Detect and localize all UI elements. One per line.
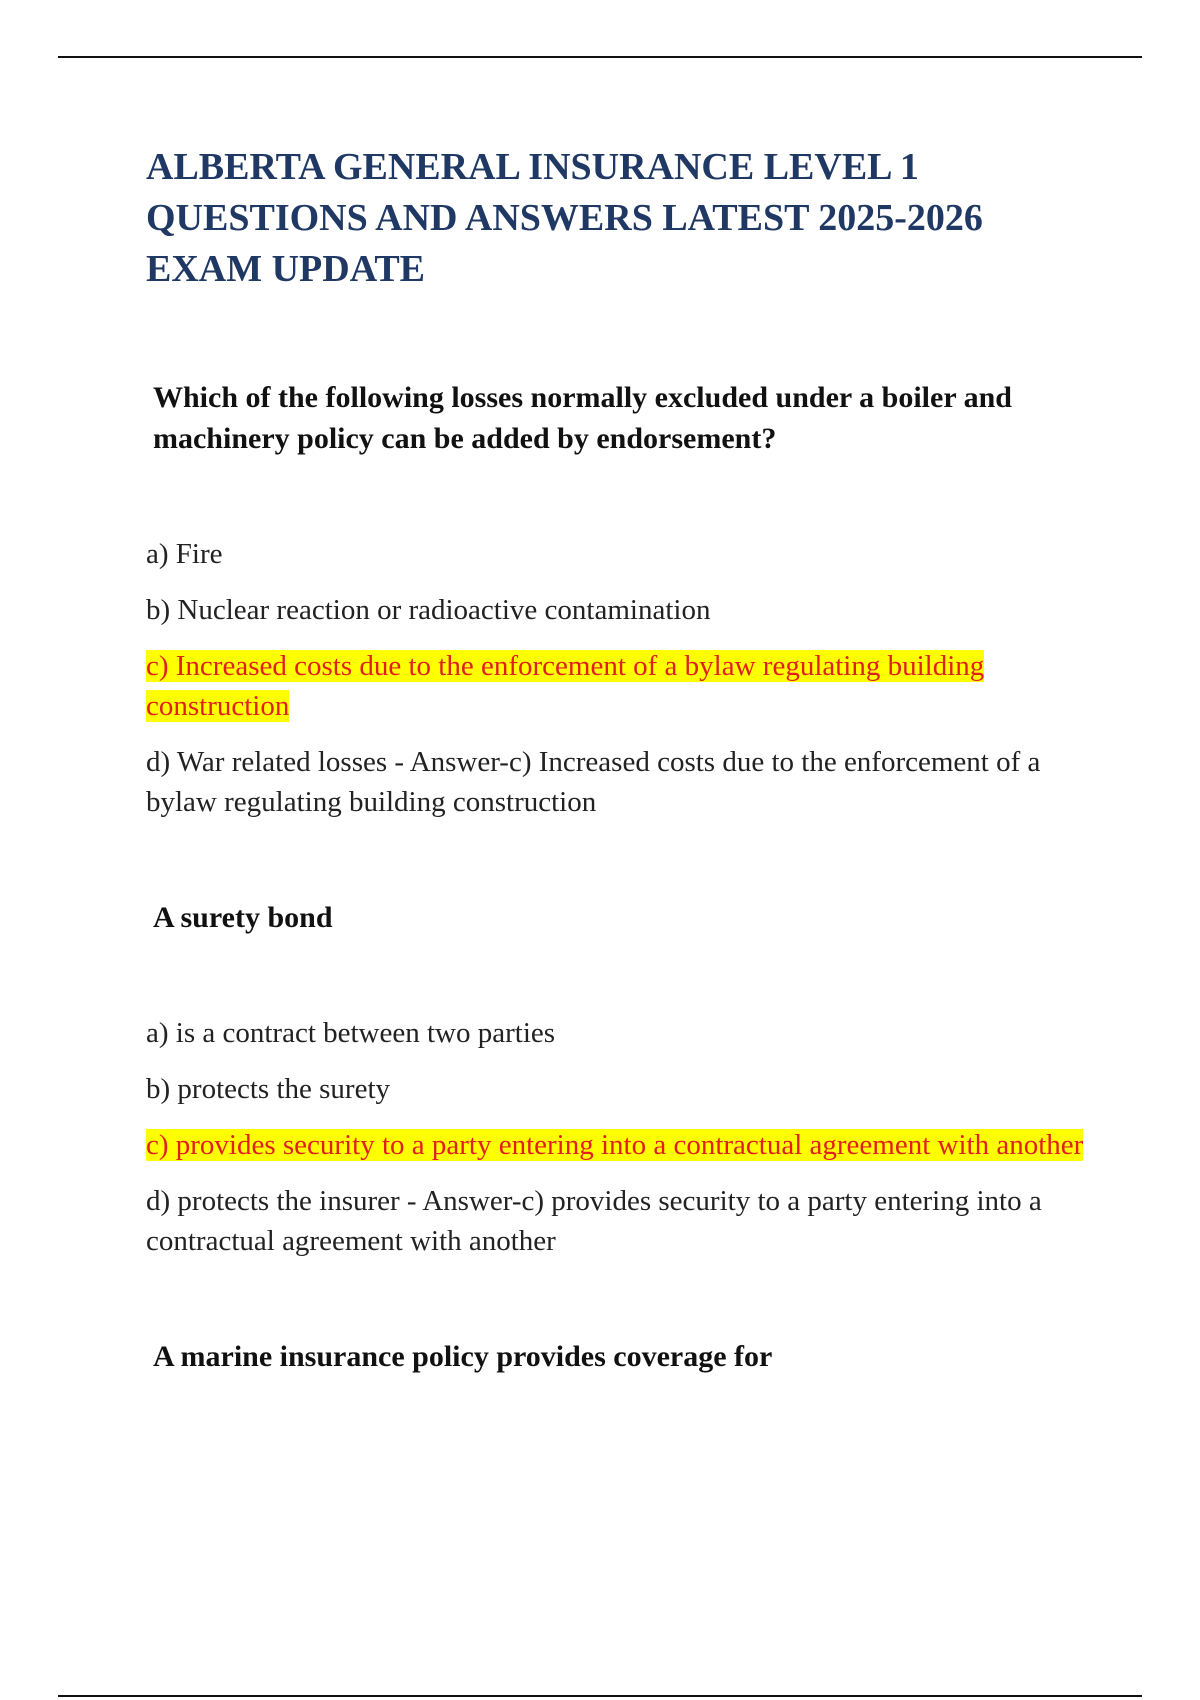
question-3: A marine insurance policy provides coverage for <box>153 1340 773 1373</box>
question-2: A surety bond <box>153 901 333 934</box>
question-2-options <box>146 1013 1096 1261</box>
question-1: Which of the following losses normally excluded under a boiler and machinery policy can be added by endorsement? <box>153 381 1012 455</box>
question-1-options <box>146 534 1096 822</box>
option-c-correct <box>146 646 1096 726</box>
option-a: a) Fire <box>146 538 223 570</box>
option-c-correct <box>146 1125 1096 1165</box>
option-b: b) Nuclear reaction or radioactive contamination <box>146 594 711 626</box>
highlighted-answer: c) Increased costs due to the enforcement of a bylaw regulating building construction <box>146 650 985 722</box>
option-d-with-answer: d) War related losses - Answer-c) Increased costs due to the enforcement of a bylaw regulating building construction <box>146 746 1041 818</box>
top-rule <box>58 56 1142 58</box>
option-b: b) protects the surety <box>146 1073 391 1105</box>
bottom-rule <box>58 1695 1142 1697</box>
option-a: a) is a contract between two parties <box>146 1017 556 1049</box>
option-d-with-answer: d) protects the insurer - Answer-c) provides security to a party entering into a contractual agreement with another <box>146 1185 1042 1257</box>
document-title: ALBERTA GENERAL INSURANCE LEVEL 1 QUESTIONS AND ANSWERS LATEST 2025-2026 EXAM UPDATE <box>146 146 983 290</box>
page-content <box>146 142 1096 1377</box>
highlighted-answer: c) provides security to a party entering into a contractual agreement with another <box>146 1129 1084 1161</box>
